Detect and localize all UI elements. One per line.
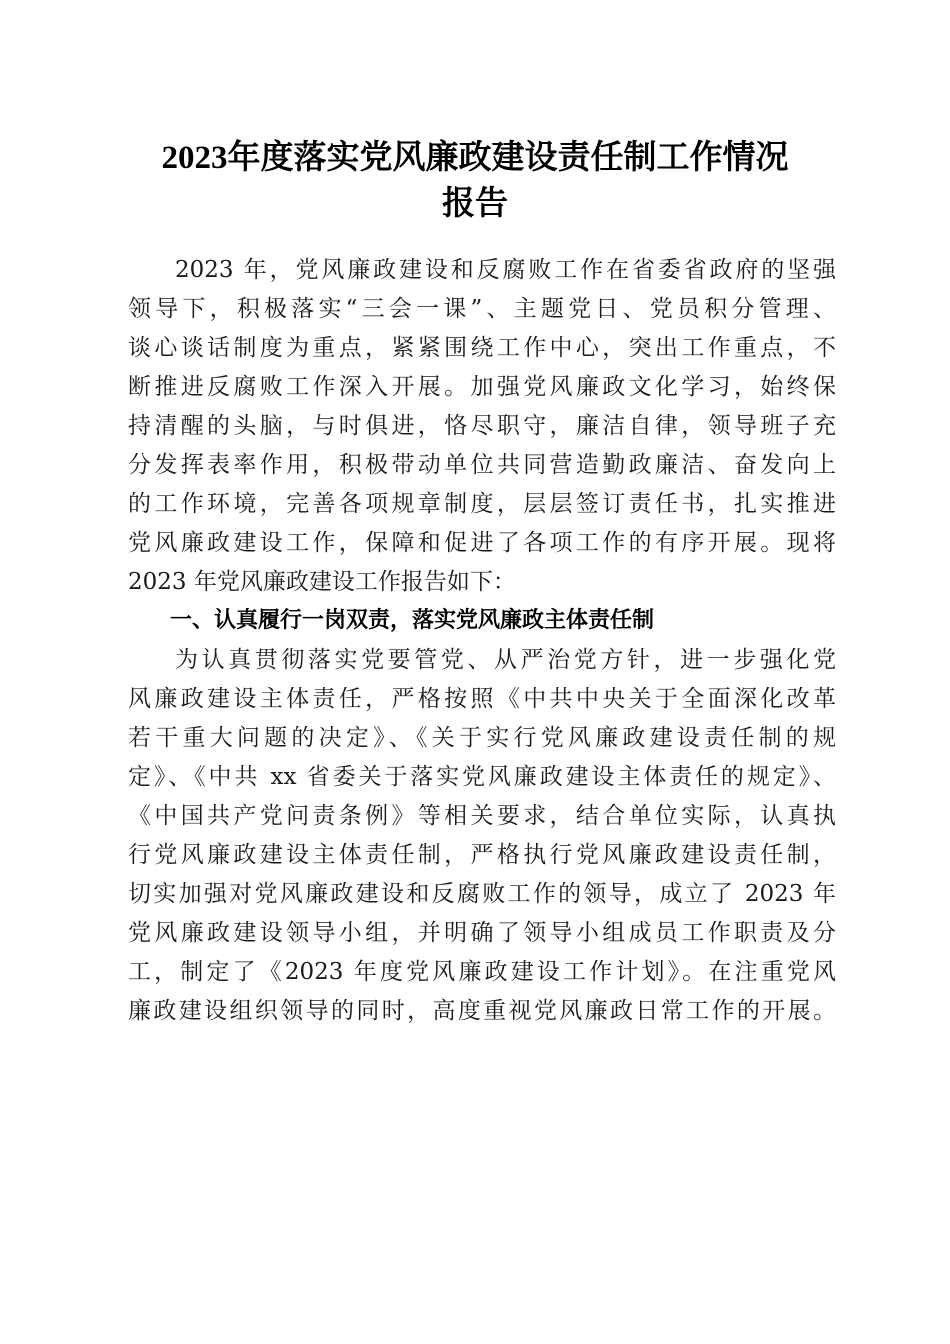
section-heading: 一、认真履行一岗双责，落实党风廉政主体责任制 bbox=[170, 608, 655, 633]
paragraph-line: 2023 年党风廉政建设工作报告如下： bbox=[128, 569, 516, 595]
paragraph-line: 党风廉政建设工作，保障和促进了各项工作的有序开展。现将 bbox=[128, 530, 836, 556]
paragraph-line: 风廉政建设主体责任，严格按照《中共中央关于全面深化改革 bbox=[128, 686, 836, 712]
paragraph-line: 谈心谈话制度为重点，紧紧围绕工作中心，突出工作重点，不 bbox=[128, 335, 836, 361]
paragraph-line: 《中国共产党问责条例》等相关要求，结合单位实际，认真执 bbox=[128, 803, 836, 829]
paragraph-line: 若干重大问题的决定》、《关于实行党风廉政建设责任制的规 bbox=[128, 725, 836, 751]
document-title-line-2: 报告 bbox=[442, 186, 508, 222]
paragraph-line: 廉政建设组织领导的同时，高度重视党风廉政日常工作的开展。 bbox=[128, 998, 836, 1024]
paragraph-line: 工，制定了《2023 年度党风廉政建设工作计划》。在注重党风 bbox=[128, 959, 836, 985]
paragraph-line: 为认真贯彻落实党要管党、从严治党方针，进一步强化党 bbox=[175, 647, 836, 673]
paragraph-line: 断推进反腐败工作深入开展。加强党风廉政文化学习，始终保 bbox=[128, 374, 836, 400]
paragraph-line: 定》、《中共 xx 省委关于落实党风廉政建设主体责任的规定》、 bbox=[128, 764, 836, 790]
document-title-line-1: 2023年度落实党风廉政建设责任制工作情况 bbox=[161, 140, 789, 176]
paragraph-line: 2023 年，党风廉政建设和反腐败工作在省委省政府的坚强 bbox=[175, 257, 836, 283]
paragraph-line: 党风廉政建设领导小组，并明确了领导小组成员工作职责及分 bbox=[128, 920, 836, 946]
paragraph-line: 领导下，积极落实“三会一课”、主题党日、党员积分管理、 bbox=[128, 296, 836, 322]
paragraph-line: 分发挥表率作用，积极带动单位共同营造勤政廉洁、奋发向上 bbox=[128, 452, 836, 478]
paragraph-line: 的工作环境，完善各项规章制度，层层签订责任书，扎实推进 bbox=[128, 491, 836, 517]
paragraph-line: 切实加强对党风廉政建设和反腐败工作的领导，成立了 2023 年 bbox=[128, 881, 836, 907]
paragraph-line: 行党风廉政建设主体责任制，严格执行党风廉政建设责任制， bbox=[128, 842, 836, 868]
paragraph-line: 持清醒的头脑，与时俱进，恪尽职守，廉洁自律，领导班子充 bbox=[128, 413, 836, 439]
